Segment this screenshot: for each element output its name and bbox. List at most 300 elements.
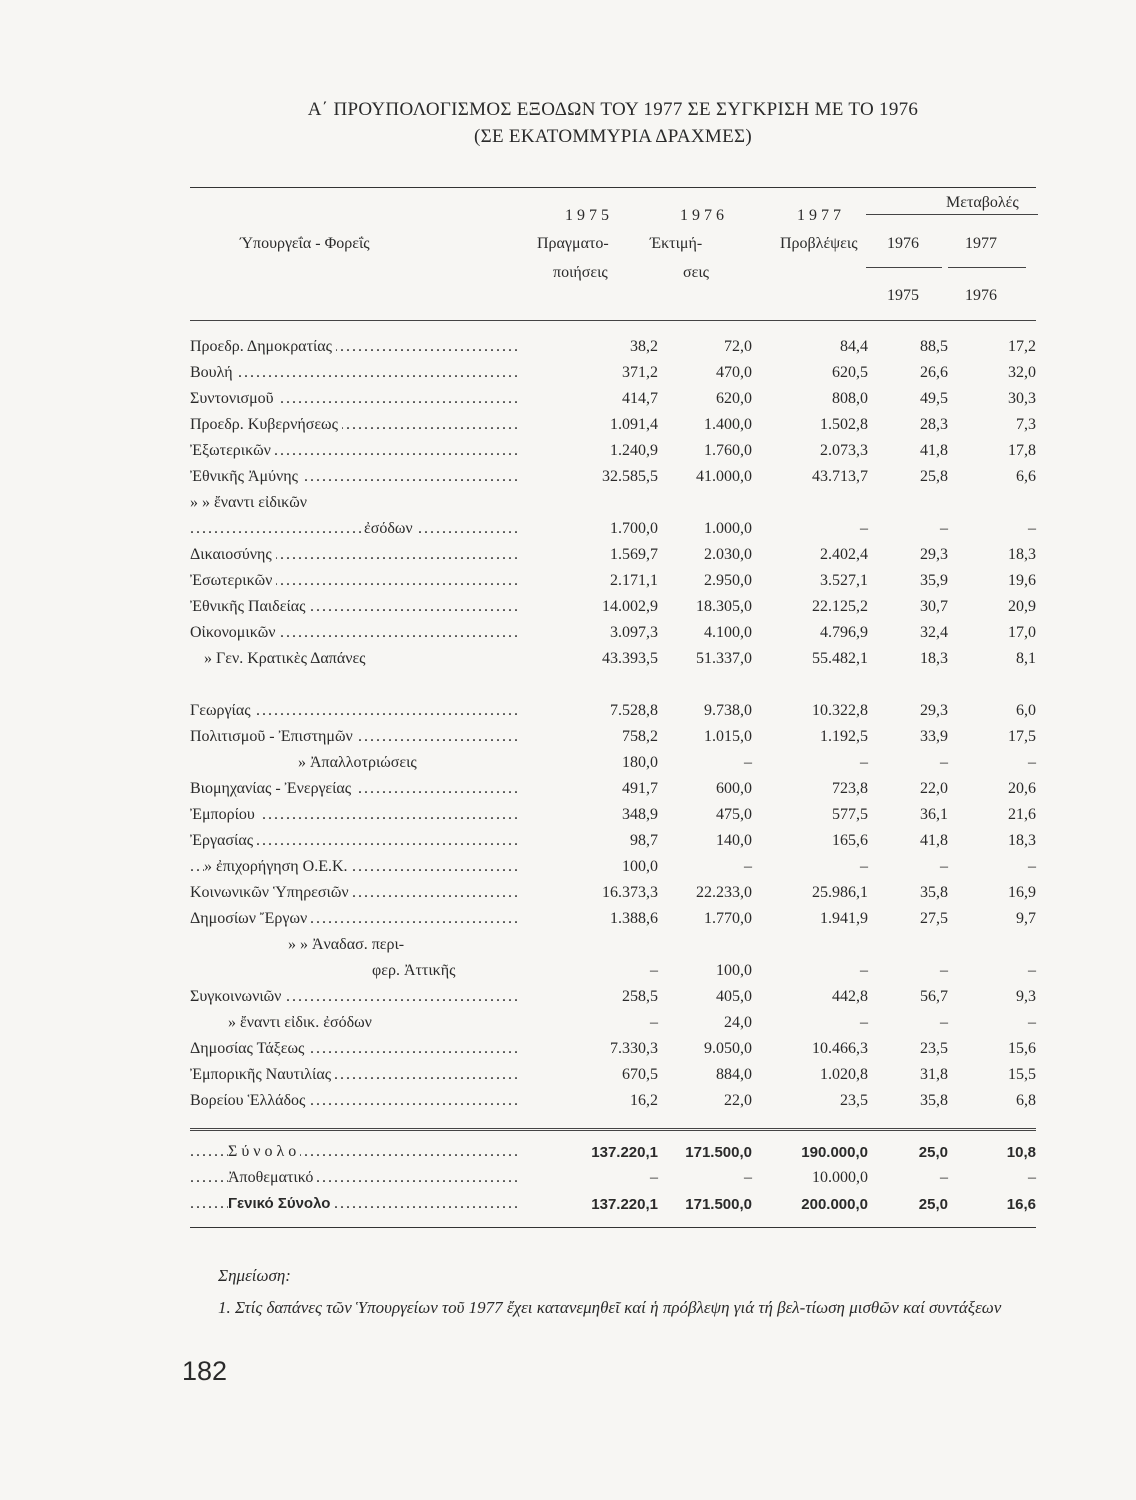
table-row — [190, 880, 1036, 906]
row-label-text: » Ἀπαλλοτριώσεις — [298, 754, 421, 771]
cell-change-77-76: 17,0 — [1008, 624, 1036, 641]
cell-forecast-1977 — [752, 490, 868, 516]
cell-change-77-76: – — [1028, 1169, 1036, 1186]
table-row — [190, 620, 1036, 646]
cell-change-76-75: 35,8 — [920, 1092, 948, 1109]
row-label-text: Προεδρ. Δημοκρατίας — [190, 338, 336, 355]
table-row — [190, 932, 1036, 958]
cell-forecast-1977: – — [860, 754, 868, 771]
cell-estimate-1976: – — [744, 1169, 752, 1186]
cell-forecast-1977: 190.000,0 — [801, 1143, 868, 1161]
cell-actual-1975: 7.528,8 — [610, 702, 658, 719]
row-label-leader — [190, 364, 520, 382]
cell-actual-1975: 2.171,1 — [610, 572, 658, 589]
row-label-text: » Γεν. Κρατικὲς Δαπάνες — [204, 650, 370, 667]
cell-change-77-76: 17,5 — [1008, 728, 1036, 745]
row-label — [190, 360, 520, 386]
table-row — [190, 1088, 1036, 1114]
cell-change-77-76: 15,6 — [1008, 1040, 1036, 1057]
table-row — [190, 958, 1036, 984]
cell-estimate-1976: 600,0 — [716, 780, 752, 797]
row-label-leader — [190, 546, 520, 564]
row-label-text: φερ. Ἀττικῆς — [372, 962, 459, 979]
cell-change-76-75: 29,3 — [920, 702, 948, 719]
cell-change-77-76 — [948, 932, 1036, 958]
cell-change-77-76: – — [1028, 858, 1036, 875]
row-label-text: » ἐπιχορήγηση Ο.Ε.Κ. — [204, 858, 352, 875]
header-bottom-rule — [190, 320, 1036, 321]
cell-change-76-75: 25,0 — [918, 1143, 948, 1161]
cell-change-77-76: 6,6 — [1016, 468, 1036, 485]
cell-change-77-76: 17,8 — [1008, 442, 1036, 459]
cell-estimate-1976: 9.050,0 — [704, 1040, 752, 1057]
cell-change-76-75: 49,5 — [920, 390, 948, 407]
table-row — [190, 1036, 1036, 1062]
row-label — [190, 490, 520, 516]
row-label — [190, 1191, 520, 1217]
row-label — [190, 1088, 520, 1114]
table-row — [190, 438, 1036, 464]
table-row — [190, 906, 1036, 932]
cell-change-76-75: 41,8 — [920, 442, 948, 459]
header-fraction-rule-1 — [866, 267, 942, 268]
row-label-leader — [190, 468, 520, 486]
table-row — [190, 568, 1036, 594]
row-label-leader — [190, 338, 520, 356]
cell-estimate-1976: 405,0 — [716, 988, 752, 1005]
cell-change-76-75: 23,5 — [920, 1040, 948, 1057]
cell-estimate-1976: 884,0 — [716, 1066, 752, 1083]
row-label-leader — [190, 1066, 520, 1084]
cell-actual-1975: 137.220,1 — [591, 1195, 658, 1213]
row-label — [190, 594, 520, 620]
cell-change-77-76: 16,6 — [1006, 1195, 1036, 1213]
cell-actual-1975: 348,9 — [622, 806, 658, 823]
row-label-leader — [190, 1169, 520, 1187]
cell-forecast-1977: 2.073,3 — [820, 442, 868, 459]
row-label-leader — [190, 702, 520, 720]
cell-actual-1975: 100,0 — [622, 858, 658, 875]
totals-gap — [190, 1130, 1036, 1140]
header-change1-top: 1976 — [887, 235, 919, 252]
budget-table — [190, 334, 1036, 1228]
table-row — [190, 646, 1036, 672]
row-label-text: Ἐξωτερικῶν — [190, 442, 275, 459]
cell-estimate-1976: 100,0 — [716, 962, 752, 979]
note-title: Σημείωση: — [218, 1266, 291, 1285]
cell-actual-1975: 16.373,3 — [602, 884, 658, 901]
cell-estimate-1976: 72,0 — [724, 338, 752, 355]
cell-actual-1975: – — [650, 962, 658, 979]
row-label-leader — [190, 390, 520, 408]
cell-estimate-1976 — [658, 932, 752, 958]
row-label-text: Βιομηχανίας - Ἐνεργείας — [190, 780, 355, 797]
cell-forecast-1977: 43.713,7 — [812, 468, 868, 485]
cell-forecast-1977: 10.322,8 — [812, 702, 868, 719]
header-change1-bot: 1975 — [887, 287, 919, 304]
header-ministries: Ύπουργεΐα - Φορεΐς — [240, 235, 370, 252]
cell-change-76-75: 18,3 — [920, 650, 948, 667]
cell-change-76-75: 36,1 — [920, 806, 948, 823]
row-label — [190, 932, 520, 958]
row-label — [190, 464, 520, 490]
cell-actual-1975: 258,5 — [622, 988, 658, 1005]
row-label — [190, 1036, 520, 1062]
row-label-leader — [190, 884, 520, 902]
cell-forecast-1977: 10.000,0 — [812, 1169, 868, 1186]
cell-forecast-1977: – — [860, 962, 868, 979]
table-row — [190, 802, 1036, 828]
cell-actual-1975: – — [650, 1014, 658, 1031]
cell-change-77-76: 9,3 — [1016, 988, 1036, 1005]
cell-change-77-76: 8,1 — [1016, 650, 1036, 667]
cell-change-76-75: 26,6 — [920, 364, 948, 381]
header-fraction-rule-2 — [948, 267, 1026, 268]
cell-forecast-1977: 25.986,1 — [812, 884, 868, 901]
cell-change-77-76: 19,6 — [1008, 572, 1036, 589]
cell-actual-1975 — [520, 932, 658, 958]
cell-estimate-1976: 1.770,0 — [704, 910, 752, 927]
header-changes-rule — [866, 214, 1038, 215]
row-label-text: Ἐργασίας — [190, 832, 257, 849]
row-label-leader — [190, 1195, 520, 1213]
row-label — [190, 854, 520, 880]
cell-change-76-75: 30,7 — [920, 598, 948, 615]
row-label-leader — [190, 832, 520, 850]
spacer-cell — [190, 672, 1036, 698]
row-label — [190, 906, 520, 932]
table-row — [190, 672, 1036, 698]
cell-change-77-76: 10,8 — [1006, 1143, 1036, 1161]
header-1975-sub2: ποιήσεις — [553, 264, 608, 281]
row-label-text: Δημοσίων Ἔργων — [190, 910, 311, 927]
cell-change-77-76 — [948, 490, 1036, 516]
bottom-rule — [190, 1217, 1036, 1228]
table-row — [190, 1010, 1036, 1036]
row-label — [190, 620, 520, 646]
cell-change-76-75: 35,8 — [920, 884, 948, 901]
cell-forecast-1977: 200.000,0 — [801, 1195, 868, 1213]
cell-forecast-1977: 84,4 — [840, 338, 868, 355]
cell-estimate-1976: 2.950,0 — [704, 572, 752, 589]
header-1977-sub: Προβλέψεις — [780, 235, 858, 252]
cell-change-77-76: 20,6 — [1008, 780, 1036, 797]
cell-change-76-75: 32,4 — [920, 624, 948, 641]
cell-estimate-1976: 22,0 — [724, 1092, 752, 1109]
row-label-leader — [190, 1040, 520, 1058]
cell-change-76-75: 27,5 — [920, 910, 948, 927]
cell-forecast-1977: 2.402,4 — [820, 546, 868, 563]
cell-estimate-1976: 1.760,0 — [704, 442, 752, 459]
row-label-text: Οἰκονομικῶν — [190, 624, 280, 641]
row-label-text: Γεωργίας — [190, 702, 255, 719]
cell-forecast-1977: – — [860, 858, 868, 875]
cell-estimate-1976: 51.337,0 — [696, 650, 752, 667]
cell-forecast-1977: 1.941,9 — [820, 910, 868, 927]
table-row — [190, 516, 1036, 542]
row-label-text: Συντονισμοῦ — [190, 390, 278, 407]
row-label-text: » ἔναντι εἰδικ. ἐσόδων — [228, 1014, 376, 1031]
cell-change-77-76: 9,7 — [1016, 910, 1036, 927]
row-label — [190, 724, 520, 750]
totals-gap-cell — [190, 1130, 1036, 1140]
row-label-text: Γενικό Σύνολο — [228, 1195, 334, 1212]
cell-change-76-75: 56,7 — [920, 988, 948, 1005]
row-label — [190, 1010, 520, 1036]
table-row — [190, 334, 1036, 360]
cell-change-77-76: – — [1028, 754, 1036, 771]
cell-change-76-75: 35,9 — [920, 572, 948, 589]
table-row — [190, 698, 1036, 724]
note-body: 1. Στίς δαπάνες τῶν Ὑπουργείων τοῦ 1977 ἔχει κατανεμηθεῖ καί ἡ πρόβλεψη γιά τή βελ-τίωση μισθῶν καί συντάξεων — [218, 1298, 1002, 1317]
row-label — [190, 438, 520, 464]
cell-actual-1975: 137.220,1 — [591, 1143, 658, 1161]
cell-change-76-75: 28,3 — [920, 416, 948, 433]
cell-change-76-75: – — [940, 962, 948, 979]
row-label-leader — [190, 1014, 520, 1032]
cell-actual-1975: 14.002,9 — [602, 598, 658, 615]
cell-change-77-76: 30,3 — [1008, 390, 1036, 407]
cell-forecast-1977: 1.502,8 — [820, 416, 868, 433]
cell-estimate-1976: 22.233,0 — [696, 884, 752, 901]
row-label-leader — [190, 624, 520, 642]
row-label-leader — [190, 572, 520, 590]
cell-actual-1975: 3.097,3 — [610, 624, 658, 641]
cell-actual-1975: 32.585,5 — [602, 468, 658, 485]
cell-forecast-1977: 808,0 — [832, 390, 868, 407]
cell-change-76-75 — [868, 490, 948, 516]
cell-actual-1975: 7.330,3 — [610, 1040, 658, 1057]
cell-change-77-76: 18,3 — [1008, 832, 1036, 849]
header-1975-sub1: Πραγματο- — [537, 235, 609, 252]
row-label-text: Ἀποθεματικό — [228, 1169, 317, 1186]
cell-actual-1975: 38,2 — [630, 338, 658, 355]
row-label — [190, 334, 520, 360]
table-row — [190, 828, 1036, 854]
cell-actual-1975: 98,7 — [630, 832, 658, 849]
row-label-text: Πολιτισμοῦ - Ἐπιστημῶν — [190, 728, 357, 745]
cell-forecast-1977: 1.192,5 — [820, 728, 868, 745]
table-title — [190, 96, 1036, 150]
cell-forecast-1977: – — [860, 520, 868, 537]
cell-change-76-75: 29,3 — [920, 546, 948, 563]
cell-change-77-76: 16,9 — [1008, 884, 1036, 901]
cell-actual-1975: 1.569,7 — [610, 546, 658, 563]
cell-forecast-1977: 620,5 — [832, 364, 868, 381]
row-label-leader — [190, 858, 520, 876]
row-label — [190, 1062, 520, 1088]
cell-estimate-1976: 140,0 — [716, 832, 752, 849]
cell-change-77-76: – — [1028, 962, 1036, 979]
row-label-leader — [190, 728, 520, 746]
row-label-leader — [190, 988, 520, 1006]
table-row — [190, 464, 1036, 490]
row-label-leader — [190, 598, 520, 616]
table-row — [190, 1062, 1036, 1088]
cell-estimate-1976: 2.030,0 — [704, 546, 752, 563]
cell-actual-1975: 1.388,6 — [610, 910, 658, 927]
header-year-1976: 1 9 7 6 — [680, 207, 724, 224]
cell-estimate-1976: 1.400,0 — [704, 416, 752, 433]
cell-actual-1975: 16,2 — [630, 1092, 658, 1109]
cell-estimate-1976: 1.000,0 — [704, 520, 752, 537]
cell-change-77-76: 21,6 — [1008, 806, 1036, 823]
row-label — [190, 880, 520, 906]
cell-change-77-76: 7,3 — [1016, 416, 1036, 433]
row-label-leader — [190, 494, 520, 512]
cell-forecast-1977: 22.125,2 — [812, 598, 868, 615]
cell-change-76-75: 88,5 — [920, 338, 948, 355]
row-label — [190, 1165, 520, 1191]
row-label-text: ἐσόδων — [364, 520, 417, 537]
cell-actual-1975: 43.393,5 — [602, 650, 658, 667]
cell-estimate-1976: 171.500,0 — [685, 1143, 752, 1161]
row-label-leader — [190, 1143, 520, 1161]
row-label — [190, 802, 520, 828]
row-label — [190, 698, 520, 724]
top-rule — [190, 187, 1036, 188]
cell-change-76-75: – — [940, 858, 948, 875]
cell-change-76-75: 25,8 — [920, 468, 948, 485]
row-label-text: Ἐθνικῆς Ἀμύνης — [190, 468, 302, 485]
cell-forecast-1977: 3.527,1 — [820, 572, 868, 589]
row-label — [190, 958, 520, 984]
header-1976-sub1: Έκτιμή- — [650, 235, 703, 252]
row-label-text: Βορείου Ἑλλάδος — [190, 1092, 309, 1109]
cell-estimate-1976: – — [744, 754, 752, 771]
cell-change-76-75: – — [940, 1169, 948, 1186]
row-label-leader — [190, 442, 520, 460]
row-label-leader — [190, 416, 520, 434]
header-change2-top: 1977 — [965, 235, 997, 252]
totals-row — [190, 1191, 1036, 1217]
cell-estimate-1976: 171.500,0 — [685, 1195, 752, 1213]
row-label-text: Κοινωνικῶν Ὑπηρεσιῶν — [190, 884, 353, 901]
row-label-leader — [190, 520, 520, 538]
cell-estimate-1976: – — [744, 858, 752, 875]
cell-change-77-76: 17,2 — [1008, 338, 1036, 355]
cell-change-77-76: – — [1028, 520, 1036, 537]
cell-estimate-1976: 24,0 — [724, 1014, 752, 1031]
row-label-leader — [190, 962, 520, 980]
cell-change-77-76: 6,0 — [1016, 702, 1036, 719]
row-label — [190, 1139, 520, 1165]
cell-forecast-1977: 165,6 — [832, 832, 868, 849]
table-row — [190, 386, 1036, 412]
cell-change-77-76: – — [1028, 1014, 1036, 1031]
cell-change-76-75 — [868, 932, 948, 958]
table-row — [190, 490, 1036, 516]
cell-actual-1975: 180,0 — [622, 754, 658, 771]
table-row — [190, 594, 1036, 620]
row-label-text: » » Ἀναδασ. περι- — [288, 936, 408, 953]
row-label — [190, 568, 520, 594]
page-number: 182 — [182, 1356, 228, 1386]
header-changes: Μεταβολές — [946, 194, 1019, 211]
cell-forecast-1977: 577,5 — [832, 806, 868, 823]
cell-change-76-75: – — [940, 754, 948, 771]
cell-actual-1975 — [520, 490, 658, 516]
cell-actual-1975: – — [650, 1169, 658, 1186]
row-label — [190, 412, 520, 438]
header-year-1975: 1 9 7 5 — [565, 207, 609, 224]
cell-change-76-75: 41,8 — [920, 832, 948, 849]
row-label — [190, 542, 520, 568]
cell-forecast-1977: 55.482,1 — [812, 650, 868, 667]
cell-change-77-76: 15,5 — [1008, 1066, 1036, 1083]
cell-estimate-1976: 18.305,0 — [696, 598, 752, 615]
table-row — [190, 542, 1036, 568]
cell-change-76-75: 25,0 — [918, 1195, 948, 1213]
row-label — [190, 516, 520, 542]
row-label — [190, 386, 520, 412]
cell-estimate-1976 — [658, 490, 752, 516]
title-line-1: Α΄ ΠΡΟΥΠΟΛΟΓΙΣΜΟΣ ΕΞΟΔΩΝ ΤΟΥ 1977 ΣΕ ΣΥΓΚΡΙΣΗ ΜΕ ΤΟ 1976 — [307, 99, 919, 120]
cell-estimate-1976: 4.100,0 — [704, 624, 752, 641]
row-label-text: Σ ύ ν ο λ ο — [228, 1143, 300, 1160]
totals-separator-cell — [190, 1114, 1036, 1130]
table-row — [190, 776, 1036, 802]
header-change2-bot: 1976 — [965, 287, 997, 304]
totals-separator — [190, 1114, 1036, 1130]
cell-actual-1975: 1.700,0 — [610, 520, 658, 537]
cell-actual-1975: 491,7 — [622, 780, 658, 797]
cell-actual-1975: 1.240,9 — [610, 442, 658, 459]
totals-row — [190, 1165, 1036, 1191]
table-row — [190, 412, 1036, 438]
row-label-leader — [190, 1092, 520, 1110]
row-label-leader — [190, 910, 520, 928]
title-line-2: (ΣΕ ΕΚΑΤΟΜΜΥΡΙΑ ΔΡΑΧΜΕΣ) — [473, 126, 753, 147]
header-year-1977: 1 9 7 7 — [797, 207, 841, 224]
cell-estimate-1976: 41.000,0 — [696, 468, 752, 485]
row-label — [190, 750, 520, 776]
table-row — [190, 984, 1036, 1010]
cell-estimate-1976: 470,0 — [716, 364, 752, 381]
cell-change-76-75: 22,0 — [920, 780, 948, 797]
table-row — [190, 854, 1036, 880]
row-label — [190, 776, 520, 802]
cell-change-76-75: – — [940, 520, 948, 537]
cell-change-76-75: – — [940, 1014, 948, 1031]
cell-forecast-1977: 4.796,9 — [820, 624, 868, 641]
row-label-text: Συγκοινωνιῶν — [190, 988, 285, 1005]
row-label — [190, 984, 520, 1010]
cell-forecast-1977: 10.466,3 — [812, 1040, 868, 1057]
cell-estimate-1976: 620,0 — [716, 390, 752, 407]
cell-actual-1975: 670,5 — [622, 1066, 658, 1083]
cell-change-76-75: 33,9 — [920, 728, 948, 745]
cell-forecast-1977: 442,8 — [832, 988, 868, 1005]
cell-forecast-1977: 23,5 — [840, 1092, 868, 1109]
cell-forecast-1977: 1.020,8 — [820, 1066, 868, 1083]
cell-estimate-1976: 9.738,0 — [704, 702, 752, 719]
row-label-leader — [190, 806, 520, 824]
bottom-rule-row — [190, 1217, 1036, 1228]
row-label-leader — [190, 754, 520, 772]
row-label-text: » » ἔναντι εἰδικῶν — [190, 494, 311, 511]
row-label-text: Ἐμπορικῆς Ναυτιλίας — [190, 1066, 335, 1083]
cell-actual-1975: 1.091,4 — [610, 416, 658, 433]
cell-forecast-1977: – — [860, 1014, 868, 1031]
cell-estimate-1976: 1.015,0 — [704, 728, 752, 745]
totals-row — [190, 1139, 1036, 1165]
cell-actual-1975: 414,7 — [622, 390, 658, 407]
row-label-text: Δικαιοσύνης — [190, 546, 276, 563]
row-label-text: Ἐσωτερικῶν — [190, 572, 276, 589]
row-label-leader — [190, 936, 520, 954]
cell-estimate-1976: 475,0 — [716, 806, 752, 823]
